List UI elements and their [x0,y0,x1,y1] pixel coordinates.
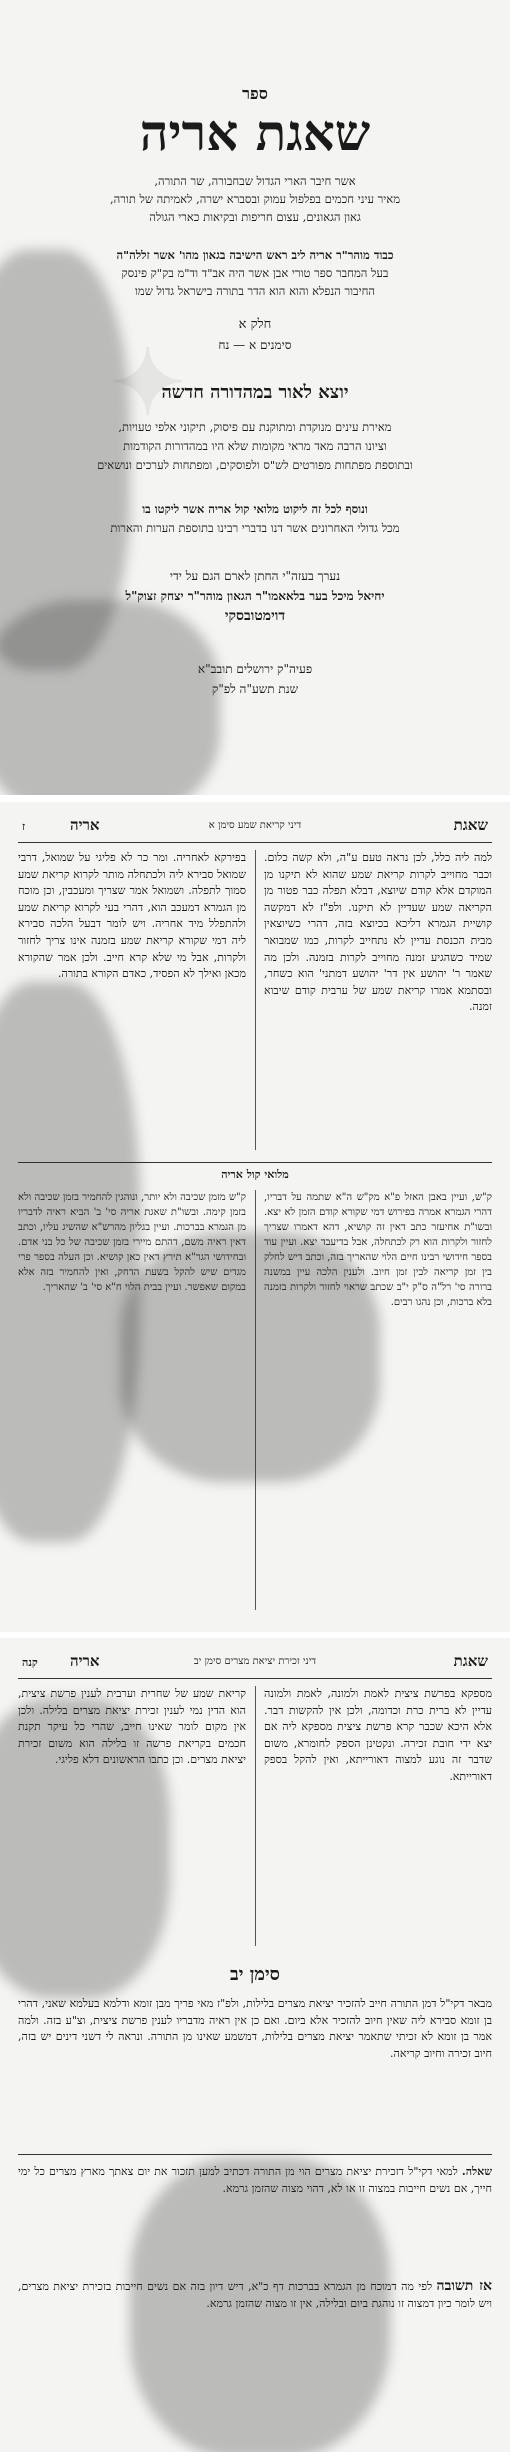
intro-line: מאיר עיני חכמים בפלפול עמוק ובסברא ישרה, לאמיתה של תורה, [109,192,401,206]
question-text: למאי דקי"ל דזכירת יציאת מצרים הוי מן התורה דכתיב למען תזכור את יום צאתך מארץ מצרים כל ימי חייך, אם נשים חייבות במצוה זו או לא, דהוי מצוה שהזמן גרמא. [18,2165,492,2195]
lion-watermark: ✦ [110,330,186,436]
edition-line: מאירת עינים מנוקדת ומתוקנת עם פיסוק, תיקוני אלפי טעויות, [118,420,392,434]
text-column-right: למה ליה כלל, לכן נראה טעם ע"ה, ולא קשה כלום. וכבר מחוייב לקרות קריאת שמע שהוא לא תיקנו מן המוקדם אלא קודם שיוצא, דבלא תפלה כבר פטור מן הקריאה שמע שעדיין לא תיקנו. ולפ"ז לא דמקשה קושיית הגמרא דליכא בכיוצא בזה, דהרי כשיוצאין מבית הכנסת עדיין לא נתחייב לקרות, כמו שמבואר שמיד כשהגיע זמנה מחוייב לקרות בזמנה. ולכן מה שאמר ר' יהושע אין דר' יהושע דמתני' הוא כשחר, ובסתמא אמרו קריאת שמע של ערבית קודם שיבוא זמנה. [264,851,492,1014]
siman-summary: מבאר דקי"ל דמן התורה חייב להזכיר יציאת מצרים בלילות, ולפ"ז מאי פריך מבן זומא ודלמא בעלמא שאני, דהרי בן זומא סבירא ליה שאין חיוב להזכיר אלא ביום. ואם כן אין ראיה מדבריו לענין פרשת ציצית, וצ"ע בזה. ולמה אמר בן זומא לא זכיתי שתאמר יציאת מצרים בלילות, דמשמע שאינו מן התורה. ונראה לי דשני דינים יש בזה, חיוב זכירה וחיוב קריאה. [18,1997,492,2060]
page-siman-yb [0,1638,510,2452]
answer-label: אז תשובה [436,2278,492,2294]
question-label: שאלה. [461,2165,492,2178]
notes-column-left: ק"ש מזמן שכיבה ולא יותר, ונוהגין להחמיר בזמן שכיבה ולא בזמן קימה. ובשו"ת שאגת אריה סי' ב' הביא ראיה לדבריו מן הגמרא בברכות. ועיין בגליון מהרש"א שהשיג עליו, וכתב דאין ראיה משם, דהתם מיירי בזמן שכיבה של כל בני אדם. ובחידושי הגר"א תירץ דאין כאן קושיא. וכן העלה בספר פרי מגדים שיש להקל בשעת הדחק, ואין להחמיר בזה אלא במקום שאפשר. ועיין בבית הלוי ח"א סי' ב' שהאריך. [18,1192,246,1293]
header-rule [18,1678,492,1679]
chelek-label: חלק א [238,317,272,332]
simanim-range: סימנים א — נח [218,338,292,352]
running-header-right: שאגת [453,1652,488,1670]
shadow-shape [0,1698,170,1998]
page-number: קנה [22,1656,38,1669]
edition-line: וציונו הרבה מאד מראי מקומות שלא היו במהדורות הקודמות [123,439,387,453]
book-title: שאגת אריה [139,103,371,162]
title-page [0,0,510,795]
shadow-shape [130,2158,390,2452]
header-rule [18,842,492,843]
text-column-left: בפירקא לאחריה. ומר כר לא פליגי על שמואל, דרבי שמואל סבירא ליה ולכתחלה מותר לקרוא קריאת שמע סמוך לתפלה. ושמואל אמר שצריך ומעכבין, וכן מוכח מן הגמרא דמעכב הוא, דהרי בעי לקרוא קריאת שמע ולהתפלל מיד אחריה. ויש לומר דבעל הלכה סבירא ליה דמי שקורא קריאת שמע בזמנה אינו צריך לחזור ולקרות, אבל מי שלא קרא חייב. ולכן אמר שהקורא מכאן ואילך לא הפסיד, כאדם הקורא בתורה. [18,851,246,981]
addition-line: מכל גדולי האחרונים אשר דנו בדברי רבינו בתוספת הערות והארות [110,521,400,535]
section-rule [18,2154,492,2155]
running-header-center: דיני זכירת יציאת מצרים סימן יב [193,1656,317,1667]
column-divider [255,1686,256,1946]
answer-text: לפי מה דמוכח מן הגמרא בברכות דף כ"א, דיש דיון בזה אם נשים חייבות בזכירת יציאת מצרים, ויש לומר כיון דמצוה זו נוהגת ביום ובלילה, אין זו מצוה שהזמן גרמא. [18,2280,492,2310]
notes-section-title: מלואי קול אריה [221,1168,289,1181]
page-number: ז [22,820,26,833]
text-column-right: מספקא בפרשת ציצית לאמת ולמונה, לאמת ולמונה עדיין לא ברית כרת וכדומה, ולכן אין להקשות דבר. אלא היכא שכבר קרא פרשת ציצית מספקא ליה אם יצא ידי חובת זכירה. ונקטינן הספק לחומרא, משום שדבר זה נוגע למצוה דאורייתא, ואין להקל בספק דאורייתא. [264,1687,492,1783]
text-column-left: קריאת שמע של שחרית וערבית לענין פרשת ציצית, הוא הדין נמי לענין זכירת יציאת מצרים בלילה. ולכן אין מקום לומר שאינו חייב, שהרי כל עיקר תקנת חכמים בקריאת פרשה זו בלילה הוא משום זכירת יציאת מצרים. וכן כתבו הראשונים דלא פליגי. [18,1687,246,1767]
running-header-left: אריה [70,1652,100,1670]
siman-title: סימן יב [230,1964,280,1985]
editor-line: דוימטובסקי [224,608,286,624]
author-line: כבוד מוהר"ר אריה ליב ראש הישיבה בגאון מהו' אשר זללה"ה [116,248,394,262]
shadow-shape [0,600,220,795]
addition-line: ונוסף לכל זה ליקוט מלואי קול אריה אשר ליקטו בו [142,502,368,516]
running-header-center: דיני קריאת שמע סימן א [208,820,302,831]
intro-line: גאון הגאונים, עצום חריפות ובקיאות כארי הגולה [149,210,361,224]
edition-line: ובתוספת מפתחות מפורטים לש"ס ולפוסקים, ומפתחות לערכים ונושאים [97,458,413,472]
sefer-label: ספר [242,84,268,103]
running-header-right: שאגת [453,816,488,834]
author-line: החיבור הנפלא והוא הוא הדר בתורה בישראל גדול שמו [134,284,376,298]
new-edition-heading: יוצא לאור במהדורה חדשה [161,382,349,403]
place-line: פעיה"ק ירושלים תובב"א [197,662,313,676]
notes-column-right: ק"ש, ועיין באבן האזל פ"א מק"ש ה"א שתמה על דבריו, דהרי הגמרא אמרה בפירוש דמי שקורא קודם הזמן לא יצא. ובשו"ת אחיעזר כתב דאין זה קושיא, דהא דאמרו שצריך לחזור ולקרות הוא רק לכתחלה, אבל בדיעבד יצא. ועיין עוד בספר חידושי רבינו חיים הלוי שהאריך בזה, וכתב דיש לחלק בין זמן קריאה לבין זמן חיוב. ולענין הלכה עיין במשנה ברורה סי' רל"ה ס"ק י"ב שכתב שראוי לחזור ולקרות בזמנה בלא ברכות, וכן נהגו רבים. [264,1192,492,1308]
year-line: שנת תשע"ה לפ"ק [211,682,299,696]
column-divider [255,850,256,1150]
shadow-shape [120,1232,380,1482]
editor-line: נערך בעזה"י החתן לארם הגם על ידי [169,569,341,583]
intro-block [20,172,490,226]
shadow-shape [0,982,140,1542]
intro-line: אשר חיבר הארי הגדול שבחבורה, שר התורה, [154,174,356,188]
editor-line: יחיאל מיכל בער בלאאמו"ר הגאון מוהר"ר יצחק זצוק"ל [125,589,385,603]
author-line: בעל המחבר ספר טורי אבן אשר היה אב"ד וד"מ בק"ק פינסק [121,266,389,280]
running-header-left: אריה [70,816,100,834]
page-siman-a [0,802,510,1632]
